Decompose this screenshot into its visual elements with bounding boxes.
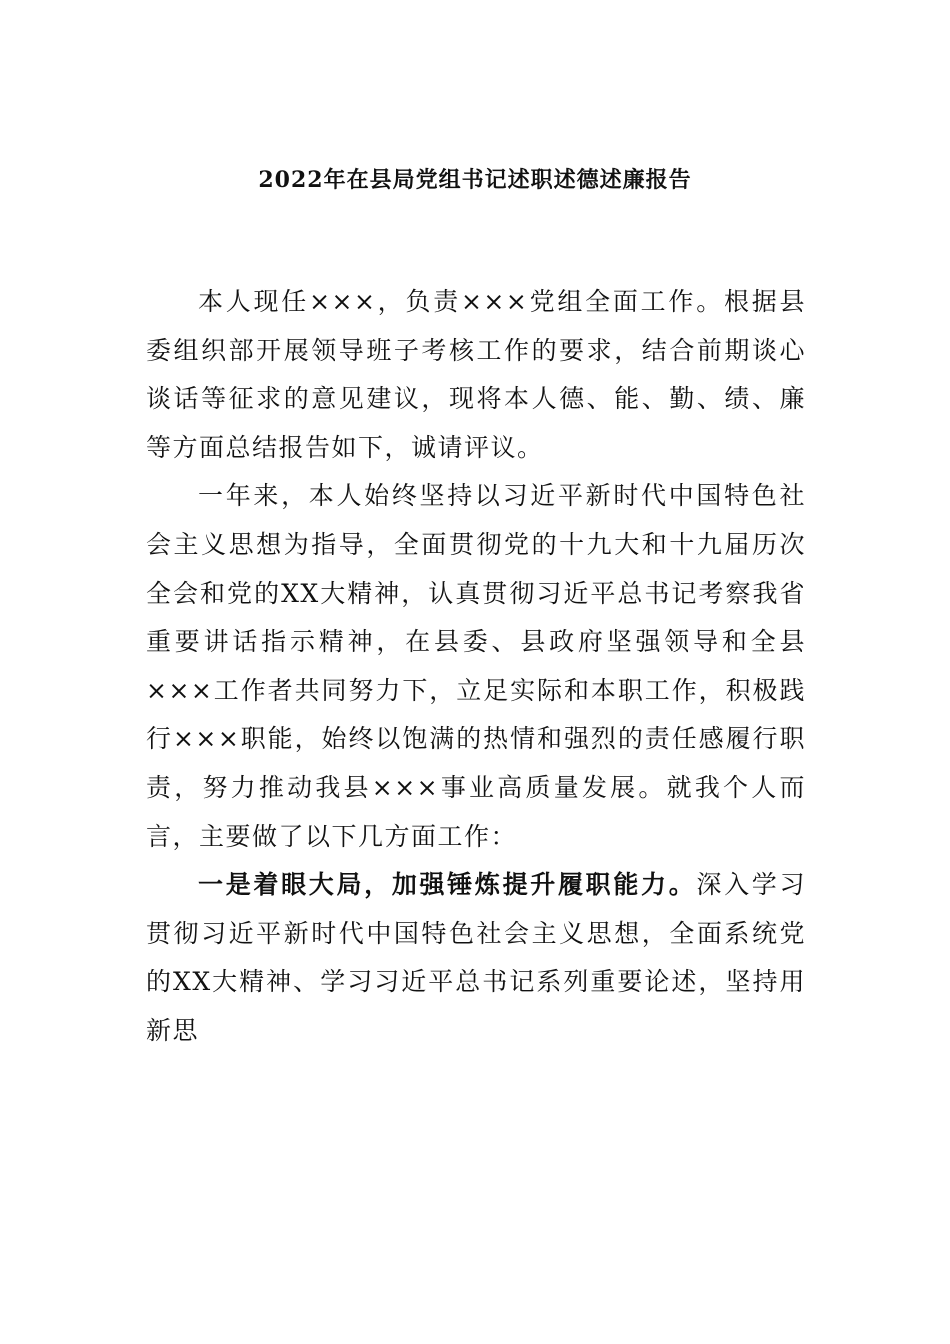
paragraph-1-text: 本人现任×××，负责×××党组全面工作。根据县委组织部开展领导班子考核工作的要求，结合前期谈心谈话等征求的意见建议，现将本人德、能、勤、绩、廉等方面总结报告如下，诚请评议。: [146, 287, 806, 462]
paragraph-2-text: 一年来，本人始终坚持以习近平新时代中国特色社会主义思想为指导，全面贯彻党的十九大和十九届历次全会和党的XX大精神，认真贯彻习近平总书记考察我省重要讲话指示精神，在县委、县政府坚强领导和全县×××工作者共同努力下，立足实际和本职工作，积极践行×××职能，始终以饱满的热情和强烈的责任感履行职责，努力推动我县×××事业高质量发展。就我个人而言，主要做了以下几方面工作：: [146, 481, 806, 851]
paragraph-3-text: 深入学习贯彻习近平新时代中国特色社会主义思想，全面系统党的XX大精神、学习习近平总书记系列重要论述，坚持用新思: [146, 870, 806, 1045]
paragraph-3: [146, 861, 806, 1055]
document-title: 2022年在县局党组书记述职述德述廉报告: [258, 167, 692, 193]
paragraph-1: [146, 278, 806, 472]
document-body: [146, 278, 806, 1056]
paragraph-2: [146, 472, 806, 861]
paragraph-3-lead: 一是着眼大局，加强锤炼提升履职能力。: [198, 870, 697, 900]
